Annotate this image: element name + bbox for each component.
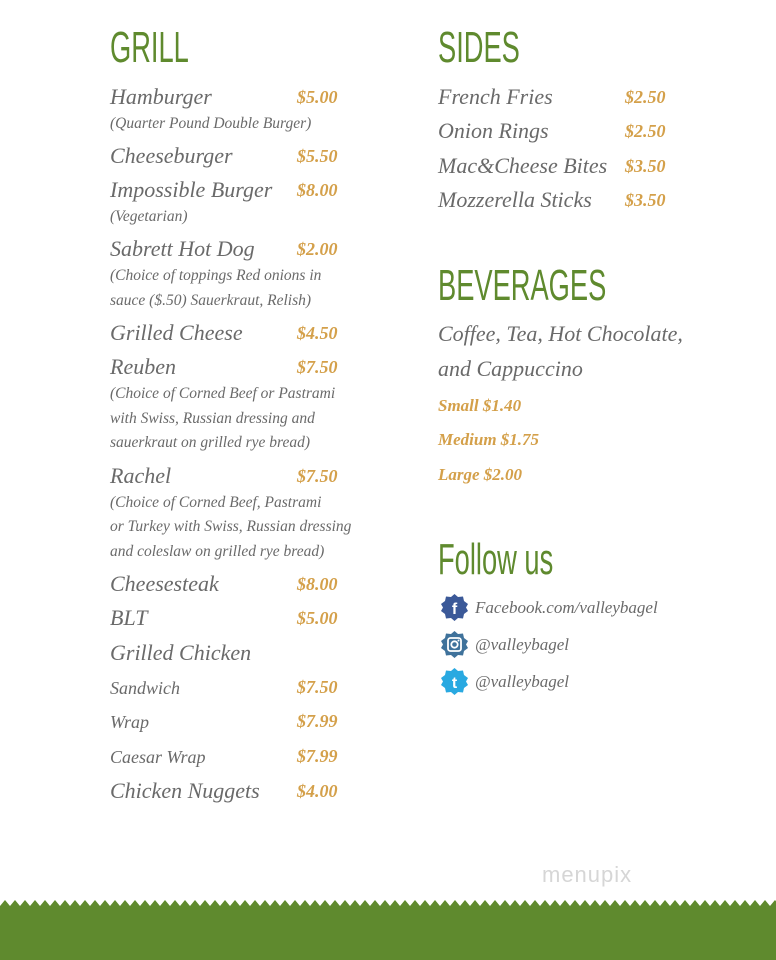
- instagram-icon: [440, 630, 469, 659]
- menu-item-name: French Fries: [438, 84, 553, 109]
- menu-item-name: Onion Rings: [438, 118, 549, 143]
- menu-item-price: $2.50: [625, 87, 666, 107]
- menu-item-price: $5.00: [297, 608, 338, 628]
- menu-item-price: $7.50: [297, 466, 338, 486]
- svg-text:t: t: [451, 675, 458, 692]
- menu-item-description: (Choice of Corned Beef or Pastrami: [110, 385, 336, 402]
- twitter-link[interactable]: [440, 667, 569, 696]
- menu-item-price: $2.50: [625, 121, 666, 141]
- menu-item-price: $3.50: [625, 190, 666, 210]
- menu-item-description: (Choice of Corned Beef, Pastrami: [110, 494, 322, 511]
- grill-heading: GRILL: [110, 23, 189, 72]
- menu-item-name: Cheeseburger: [110, 143, 233, 168]
- menu-item-name: Sabrett Hot Dog: [110, 236, 255, 261]
- footer-zigzag: [0, 900, 776, 960]
- menu-item-description: with Swiss, Russian dressing and: [110, 410, 315, 427]
- menu-item-name: Mac&Cheese Bites: [438, 153, 608, 178]
- menu-item-price: $7.99: [297, 711, 338, 731]
- menu-item-description: or Turkey with Swiss, Russian dressing: [110, 518, 352, 535]
- menu-item-price: $2.00: [297, 239, 338, 259]
- watermark: menupix: [542, 862, 633, 887]
- menu-item-name: Chicken Nuggets: [110, 778, 260, 803]
- menu-item-name: Sandwich: [110, 678, 180, 698]
- menu-item-name: Reuben: [110, 354, 176, 379]
- twitter-icon: [440, 667, 469, 696]
- svg-text:f: f: [451, 601, 458, 618]
- footer-band: [0, 900, 776, 960]
- beverages-description: and Cappuccino: [438, 356, 583, 381]
- instagram-link[interactable]: [440, 630, 569, 659]
- twitter-link-text: @valleybagel: [475, 671, 569, 691]
- menu-item-name: Grilled Chicken: [110, 640, 252, 665]
- menu-item-price: $8.00: [297, 180, 338, 200]
- menu-item-description: sauce ($.50) Sauerkraut, Relish): [110, 292, 312, 309]
- menu-item-name: Caesar Wrap: [110, 747, 206, 767]
- menu-item-name: Hamburger: [110, 84, 212, 109]
- menu-item-name: Rachel: [110, 463, 172, 488]
- facebook-link[interactable]: [440, 593, 658, 622]
- menu-item-price: $7.50: [297, 357, 338, 377]
- menu-item-price: $3.50: [625, 156, 666, 176]
- menu-item-price: $5.00: [297, 87, 338, 107]
- menu-item-name: Mozzerella Sticks: [438, 187, 592, 212]
- menu-item-name: Wrap: [110, 712, 150, 732]
- menu-item-name: Grilled Cheese: [110, 320, 243, 345]
- menu-item-price: $4.00: [297, 781, 338, 801]
- menu-item-name: Cheesesteak: [110, 571, 219, 596]
- beverages-description: Coffee, Tea, Hot Chocolate,: [438, 321, 683, 346]
- beverages-heading: BEVERAGES: [438, 261, 607, 310]
- menu-item-price: $8.00: [297, 574, 338, 594]
- menu-item-name: BLT: [110, 605, 148, 630]
- instagram-link-text: @valleybagel: [475, 634, 569, 654]
- menu-item-price: $7.99: [297, 746, 338, 766]
- facebook-icon: [440, 593, 469, 622]
- menu-item-name: Impossible Burger: [110, 177, 273, 202]
- menu-item-description: sauerkraut on grilled rye bread): [110, 434, 311, 451]
- menu-item-description: and coleslaw on grilled rye bread): [110, 543, 325, 560]
- beverage-size-price: Small $1.40: [438, 396, 522, 415]
- menu-item-price: $5.50: [297, 146, 338, 166]
- facebook-link-text: Facebook.com/valleybagel: [475, 597, 658, 617]
- sides-heading: SIDES: [438, 23, 520, 72]
- menu-item-price: $7.50: [297, 677, 338, 697]
- follow-heading: Follow us: [438, 535, 554, 584]
- menu-item-description: (Quarter Pound Double Burger): [110, 115, 312, 132]
- menu-item-price: $4.50: [297, 323, 338, 343]
- beverage-size-price: Large $2.00: [438, 465, 523, 484]
- menu-item-description: (Choice of toppings Red onions in: [110, 267, 322, 284]
- beverage-size-price: Medium $1.75: [438, 430, 540, 449]
- menu-item-description: (Vegetarian): [110, 208, 188, 225]
